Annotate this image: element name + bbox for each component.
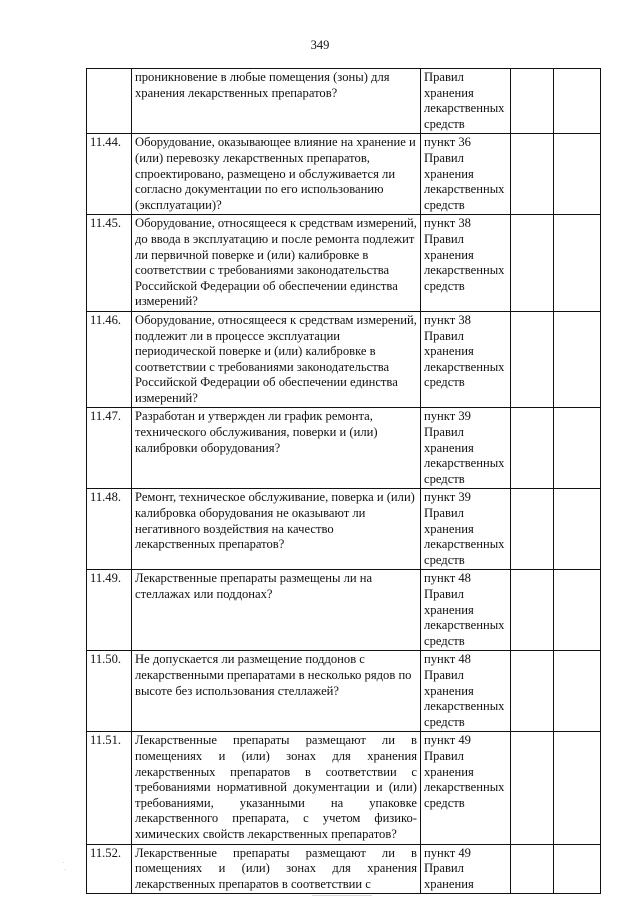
note-cell — [554, 489, 601, 570]
question-text: Лекарственные препараты размещены ли на стеллажах или поддонах? — [132, 570, 421, 651]
table-row — [87, 215, 601, 312]
item-number: 11.51. — [87, 732, 132, 844]
regulation-reference: Правил хранения лекарственных средств — [421, 69, 511, 134]
regulation-reference: пункт 48 Правил хранения лекарственных средств — [421, 651, 511, 732]
answer-cell — [511, 844, 554, 894]
answer-cell — [511, 732, 554, 844]
answer-cell — [511, 408, 554, 489]
answer-cell — [511, 134, 554, 215]
regulation-reference: пункт 39 Правил хранения лекарственных средств — [421, 408, 511, 489]
answer-cell — [511, 311, 554, 408]
item-number: 11.46. — [87, 311, 132, 408]
table-row — [87, 134, 601, 215]
question-text: Лекарственные препараты размещают ли в помещениях и (или) зонах для хранения лекарственных препаратов в соответствии с требованиями нормативной документации и (или) требованиями, указанными на упаковке лекарственного препарата, с учетом физико-химических свойств лекарственных препаратов? — [132, 732, 421, 844]
answer-cell — [511, 651, 554, 732]
regulation-reference: пункт 38 Правил хранения лекарственных средств — [421, 311, 511, 408]
scan-artifact-line — [312, 895, 372, 896]
regulation-reference: пункт 49 Правил хранения — [421, 844, 511, 894]
note-cell — [554, 134, 601, 215]
question-text: Не допускается ли размещение поддонов с лекарственными препаратами в несколько рядов по высоте без использования стеллажей? — [132, 651, 421, 732]
note-cell — [554, 408, 601, 489]
answer-cell — [511, 570, 554, 651]
regulation-reference: пункт 48 Правил хранения лекарственных средств — [421, 570, 511, 651]
table-row — [87, 489, 601, 570]
page-number: 349 — [310, 38, 330, 52]
answer-cell — [511, 489, 554, 570]
answer-cell — [511, 215, 554, 312]
checklist-table — [86, 68, 601, 894]
note-cell — [554, 570, 601, 651]
question-text: проникновение в любые помещения (зоны) для хранения лекарственных препаратов? — [132, 69, 421, 134]
item-number: 11.48. — [87, 489, 132, 570]
item-number: 11.52. — [87, 844, 132, 894]
table-row — [87, 69, 601, 134]
question-text: Ремонт, техническое обслуживание, поверка и (или) калибровка оборудования не оказывают ли негативного воздействия на качество лекарственных препаратов? — [132, 489, 421, 570]
checklist-rows — [87, 69, 601, 894]
item-number: 11.50. — [87, 651, 132, 732]
regulation-reference: пункт 36 Правил хранения лекарственных средств — [421, 134, 511, 215]
note-cell — [554, 215, 601, 312]
regulation-reference: пункт 38 Правил хранения лекарственных средств — [421, 215, 511, 312]
regulation-reference: пункт 39 Правил хранения лекарственных средств — [421, 489, 511, 570]
question-text: Оборудование, относящееся к средствам измерений, подлежит ли в процессе эксплуатации периодической поверке и (или) калибровке в соответствии с требованиями законодательства Российской Федерации об обеспечении единства измерений? — [132, 311, 421, 408]
scan-artifact: · · — [62, 859, 67, 874]
note-cell — [554, 732, 601, 844]
table-row — [87, 408, 601, 489]
table-row — [87, 651, 601, 732]
table-row — [87, 570, 601, 651]
question-text: Лекарственные препараты размещают ли в помещениях и (или) зонах для хранения лекарственных препаратов в соответствии с — [132, 844, 421, 894]
item-number: 11.49. — [87, 570, 132, 651]
note-cell — [554, 69, 601, 134]
question-text: Разработан и утвержден ли график ремонта, технического обслуживания, поверки и (или) калибровки оборудования? — [132, 408, 421, 489]
table-row — [87, 844, 601, 894]
regulation-reference: пункт 49 Правил хранения лекарственных средств — [421, 732, 511, 844]
item-number — [87, 69, 132, 134]
table-row — [87, 311, 601, 408]
item-number: 11.45. — [87, 215, 132, 312]
note-cell — [554, 311, 601, 408]
question-text: Оборудование, относящееся к средствам измерений, до ввода в эксплуатацию и после ремонта подлежит ли первичной поверке и (или) калибровке в соответствии с требованиями законодательства Российской Федерации об обеспечении единства измерений? — [132, 215, 421, 312]
item-number: 11.47. — [87, 408, 132, 489]
note-cell — [554, 844, 601, 894]
table-row — [87, 732, 601, 844]
question-text: Оборудование, оказывающее влияние на хранение и (или) перевозку лекарственных препаратов, спроектировано, размещено и обслуживается ли согласно документации по его использованию (эксплуатации)? — [132, 134, 421, 215]
note-cell — [554, 651, 601, 732]
answer-cell — [511, 69, 554, 134]
item-number: 11.44. — [87, 134, 132, 215]
